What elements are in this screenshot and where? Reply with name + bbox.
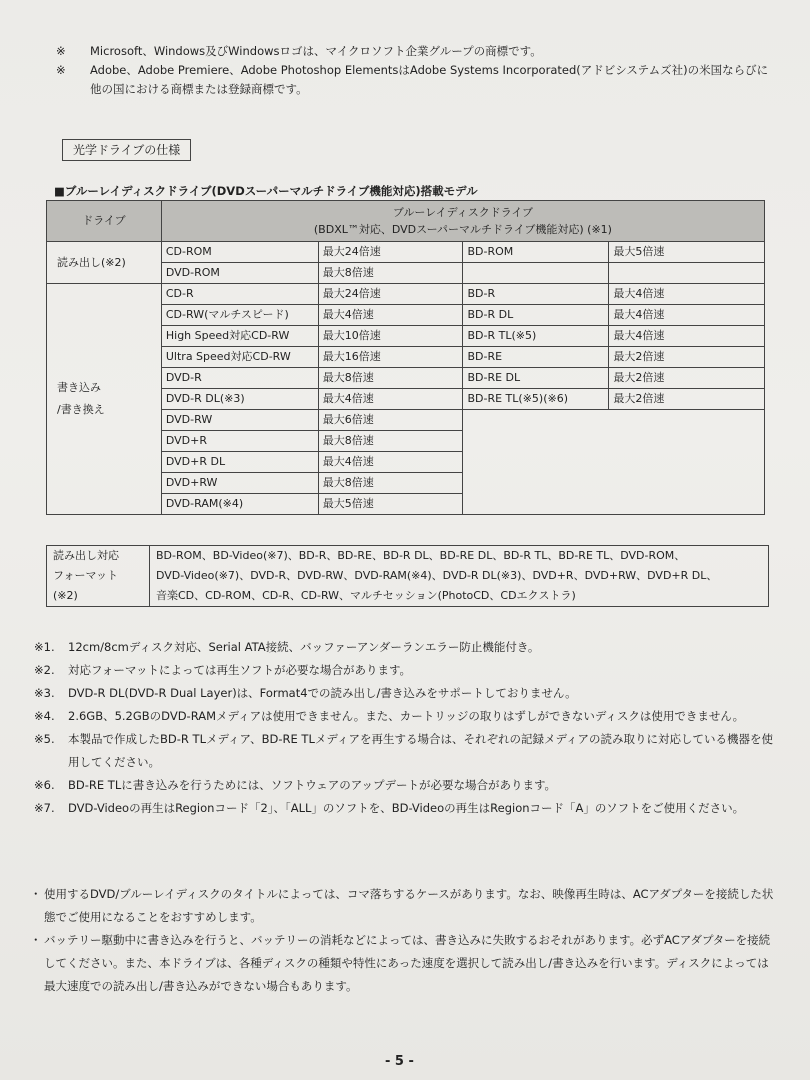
- usage-notes: [30, 883, 780, 998]
- footnotes: [34, 636, 779, 820]
- note-text: DVD-Videoの再生はRegionコード「2」、「ALL」のソフトを、BD-Videoの再生はRegionコード「A」のソフトをご使用ください。: [68, 801, 745, 815]
- footnote: [34, 659, 779, 682]
- bullet-text: バッテリー駆動中に書き込みを行うと、バッテリーの消耗などによっては、書き込みに失敗するおそれがあります。必ずACアダプターを接続してください。また、本ドライブは、各種ディスクの種類や特性にあった速度を選択して読み出し/書き込みを行います。ディスクによっては最大速度での読み出し/書き込みができない場合もあります。: [44, 933, 771, 993]
- bd-speed-cell: 最大4倍速: [609, 284, 765, 305]
- write-group-label: [47, 284, 162, 515]
- media-cell: DVD+RW: [161, 473, 318, 494]
- read-group-label: 読み出し(※2): [47, 242, 162, 284]
- formats-value: [150, 546, 769, 607]
- trademark-notice: [56, 42, 776, 61]
- speed-cell: 最大4倍速: [318, 452, 463, 473]
- bd-media-cell: BD-R: [463, 284, 609, 305]
- note-mark: ※6.: [34, 778, 55, 792]
- usage-note: [30, 883, 780, 929]
- formats-label-line: 読み出し対応: [53, 549, 119, 562]
- speed-cell: 最大10倍速: [318, 326, 463, 347]
- write-label-line: 書き込み: [57, 381, 101, 394]
- bd-media-cell: BD-R DL: [463, 305, 609, 326]
- media-cell: DVD-ROM: [161, 263, 318, 284]
- speed-cell: 最大6倍速: [318, 410, 463, 431]
- page-number: - 5 -: [385, 1054, 414, 1069]
- formats-label-line: (※2): [53, 589, 78, 602]
- header-drive: ドライブ: [47, 201, 162, 242]
- note-text: DVD-R DL(DVD-R Dual Layer)は、Format4での読み出し/書き込みをサポートしておりません。: [68, 686, 577, 700]
- note-text: 12cm/8cmディスク対応、Serial ATA接続、バッファーアンダーランエラー防止機能付き。: [68, 640, 540, 654]
- note-mark: ※1.: [34, 640, 55, 654]
- footnote: [34, 728, 779, 774]
- bd-media-cell: BD-ROM: [463, 242, 609, 263]
- bd-media-cell: BD-RE DL: [463, 368, 609, 389]
- trademark-notices: [56, 42, 776, 99]
- footnote: [34, 797, 779, 820]
- media-cell: DVD+R DL: [161, 452, 318, 473]
- header-title: ブルーレイディスクドライブ: [392, 206, 534, 219]
- table-caption: ■ブルーレイディスクドライブ(DVDスーパーマルチドライブ機能対応)搭載モデル: [54, 184, 478, 198]
- note-text: Adobe、Adobe Premiere、Adobe Photoshop ElementsはAdobe Systems Incorporated(アドビシステムズ社)の米国ならびに他の国における商標または登録商標です。: [90, 63, 769, 96]
- speed-cell: 最大8倍速: [318, 473, 463, 494]
- media-cell: DVD-RAM(※4): [161, 494, 318, 515]
- note-text: Microsoft、Windows及びWindowsロゴは、マイクロソフト企業グループの商標です。: [90, 44, 542, 58]
- bullet-text: 使用するDVD/ブルーレイディスクのタイトルによっては、コマ落ちするケースがあります。なお、映像再生時は、ACアダプターを接続した状態でご使用になることをおすすめします。: [44, 887, 774, 924]
- media-cell: DVD-RW: [161, 410, 318, 431]
- usage-note: [30, 929, 780, 998]
- header-drive-name: [161, 201, 764, 242]
- note-mark: ※5.: [34, 732, 55, 746]
- bd-speed-cell: 最大4倍速: [609, 305, 765, 326]
- table-row: [47, 284, 765, 305]
- bd-media-cell: BD-RE: [463, 347, 609, 368]
- note-text: 2.6GB、5.2GBのDVD-RAMメディアは使用できません。また、カートリッジの取りはずしができないディスクは使用できません。: [68, 709, 745, 723]
- media-cell: DVD+R: [161, 431, 318, 452]
- speed-cell: 最大24倍速: [318, 284, 463, 305]
- media-cell: CD-ROM: [161, 242, 318, 263]
- media-cell: DVD-R: [161, 368, 318, 389]
- footnote: [34, 774, 779, 797]
- formats-label-line: フォーマット: [53, 569, 119, 582]
- note-mark: ※3.: [34, 686, 55, 700]
- media-cell: Ultra Speed対応CD-RW: [161, 347, 318, 368]
- formats-value-line: BD-ROM、BD-Video(※7)、BD-R、BD-RE、BD-R DL、BD-RE DL、BD-R TL、BD-RE TL、DVD-ROM、: [156, 549, 686, 562]
- speed-cell: 最大8倍速: [318, 431, 463, 452]
- media-cell: CD-RW(マルチスピード): [161, 305, 318, 326]
- bd-speed-cell: 最大2倍速: [609, 347, 765, 368]
- formats-label: [47, 546, 150, 607]
- bullet-mark: ・: [30, 933, 42, 947]
- note-mark: ※7.: [34, 801, 55, 815]
- note-text: 本製品で作成したBD-R TLメディア、BD-RE TLメディアを再生する場合は、それぞれの記録メディアの読み取りに対応している機器を使用してください。: [68, 732, 774, 769]
- footnote: [34, 636, 779, 659]
- media-cell: CD-R: [161, 284, 318, 305]
- note-text: 対応フォーマットによっては再生ソフトが必要な場合があります。: [68, 663, 412, 677]
- bd-speed-cell: 最大2倍速: [609, 368, 765, 389]
- speed-cell: 最大5倍速: [318, 494, 463, 515]
- empty-cell: [463, 410, 765, 515]
- formats-value-line: 音楽CD、CD-ROM、CD-R、CD-RW、マルチセッション(PhotoCD、CDエクストラ): [156, 589, 576, 602]
- bd-media-cell: BD-RE TL(※5)(※6): [463, 389, 609, 410]
- formats-table: [46, 545, 769, 607]
- section-title: 光学ドライブの仕様: [62, 139, 191, 161]
- write-label-line: /書き換え: [57, 403, 105, 416]
- media-cell: DVD-R DL(※3): [161, 389, 318, 410]
- header-subtitle: (BDXL™対応、DVDスーパーマルチドライブ機能対応) (※1): [313, 223, 612, 236]
- formats-value-line: DVD-Video(※7)、DVD-R、DVD-RW、DVD-RAM(※4)、DVD-R DL(※3)、DVD+R、DVD+RW、DVD+R DL、: [156, 569, 718, 582]
- speed-cell: 最大4倍速: [318, 389, 463, 410]
- table-row: [47, 242, 765, 263]
- note-mark: ※: [56, 44, 66, 58]
- speed-cell: 最大16倍速: [318, 347, 463, 368]
- drive-spec-table: [46, 200, 765, 515]
- note-mark: ※: [56, 63, 66, 77]
- speed-cell: 最大8倍速: [318, 263, 463, 284]
- note-mark: ※2.: [34, 663, 55, 677]
- bd-media-cell: [463, 263, 609, 284]
- bd-speed-cell: 最大2倍速: [609, 389, 765, 410]
- note-mark: ※4.: [34, 709, 55, 723]
- bd-speed-cell: 最大4倍速: [609, 326, 765, 347]
- footnote: [34, 705, 779, 728]
- bullet-mark: ・: [30, 887, 42, 901]
- bd-speed-cell: 最大5倍速: [609, 242, 765, 263]
- trademark-notice: [56, 61, 776, 99]
- bd-speed-cell: [609, 263, 765, 284]
- bd-media-cell: BD-R TL(※5): [463, 326, 609, 347]
- speed-cell: 最大4倍速: [318, 305, 463, 326]
- note-text: BD-RE TLに書き込みを行うためには、ソフトウェアのアップデートが必要な場合があります。: [68, 778, 557, 792]
- footnote: [34, 682, 779, 705]
- media-cell: High Speed対応CD-RW: [161, 326, 318, 347]
- speed-cell: 最大24倍速: [318, 242, 463, 263]
- speed-cell: 最大8倍速: [318, 368, 463, 389]
